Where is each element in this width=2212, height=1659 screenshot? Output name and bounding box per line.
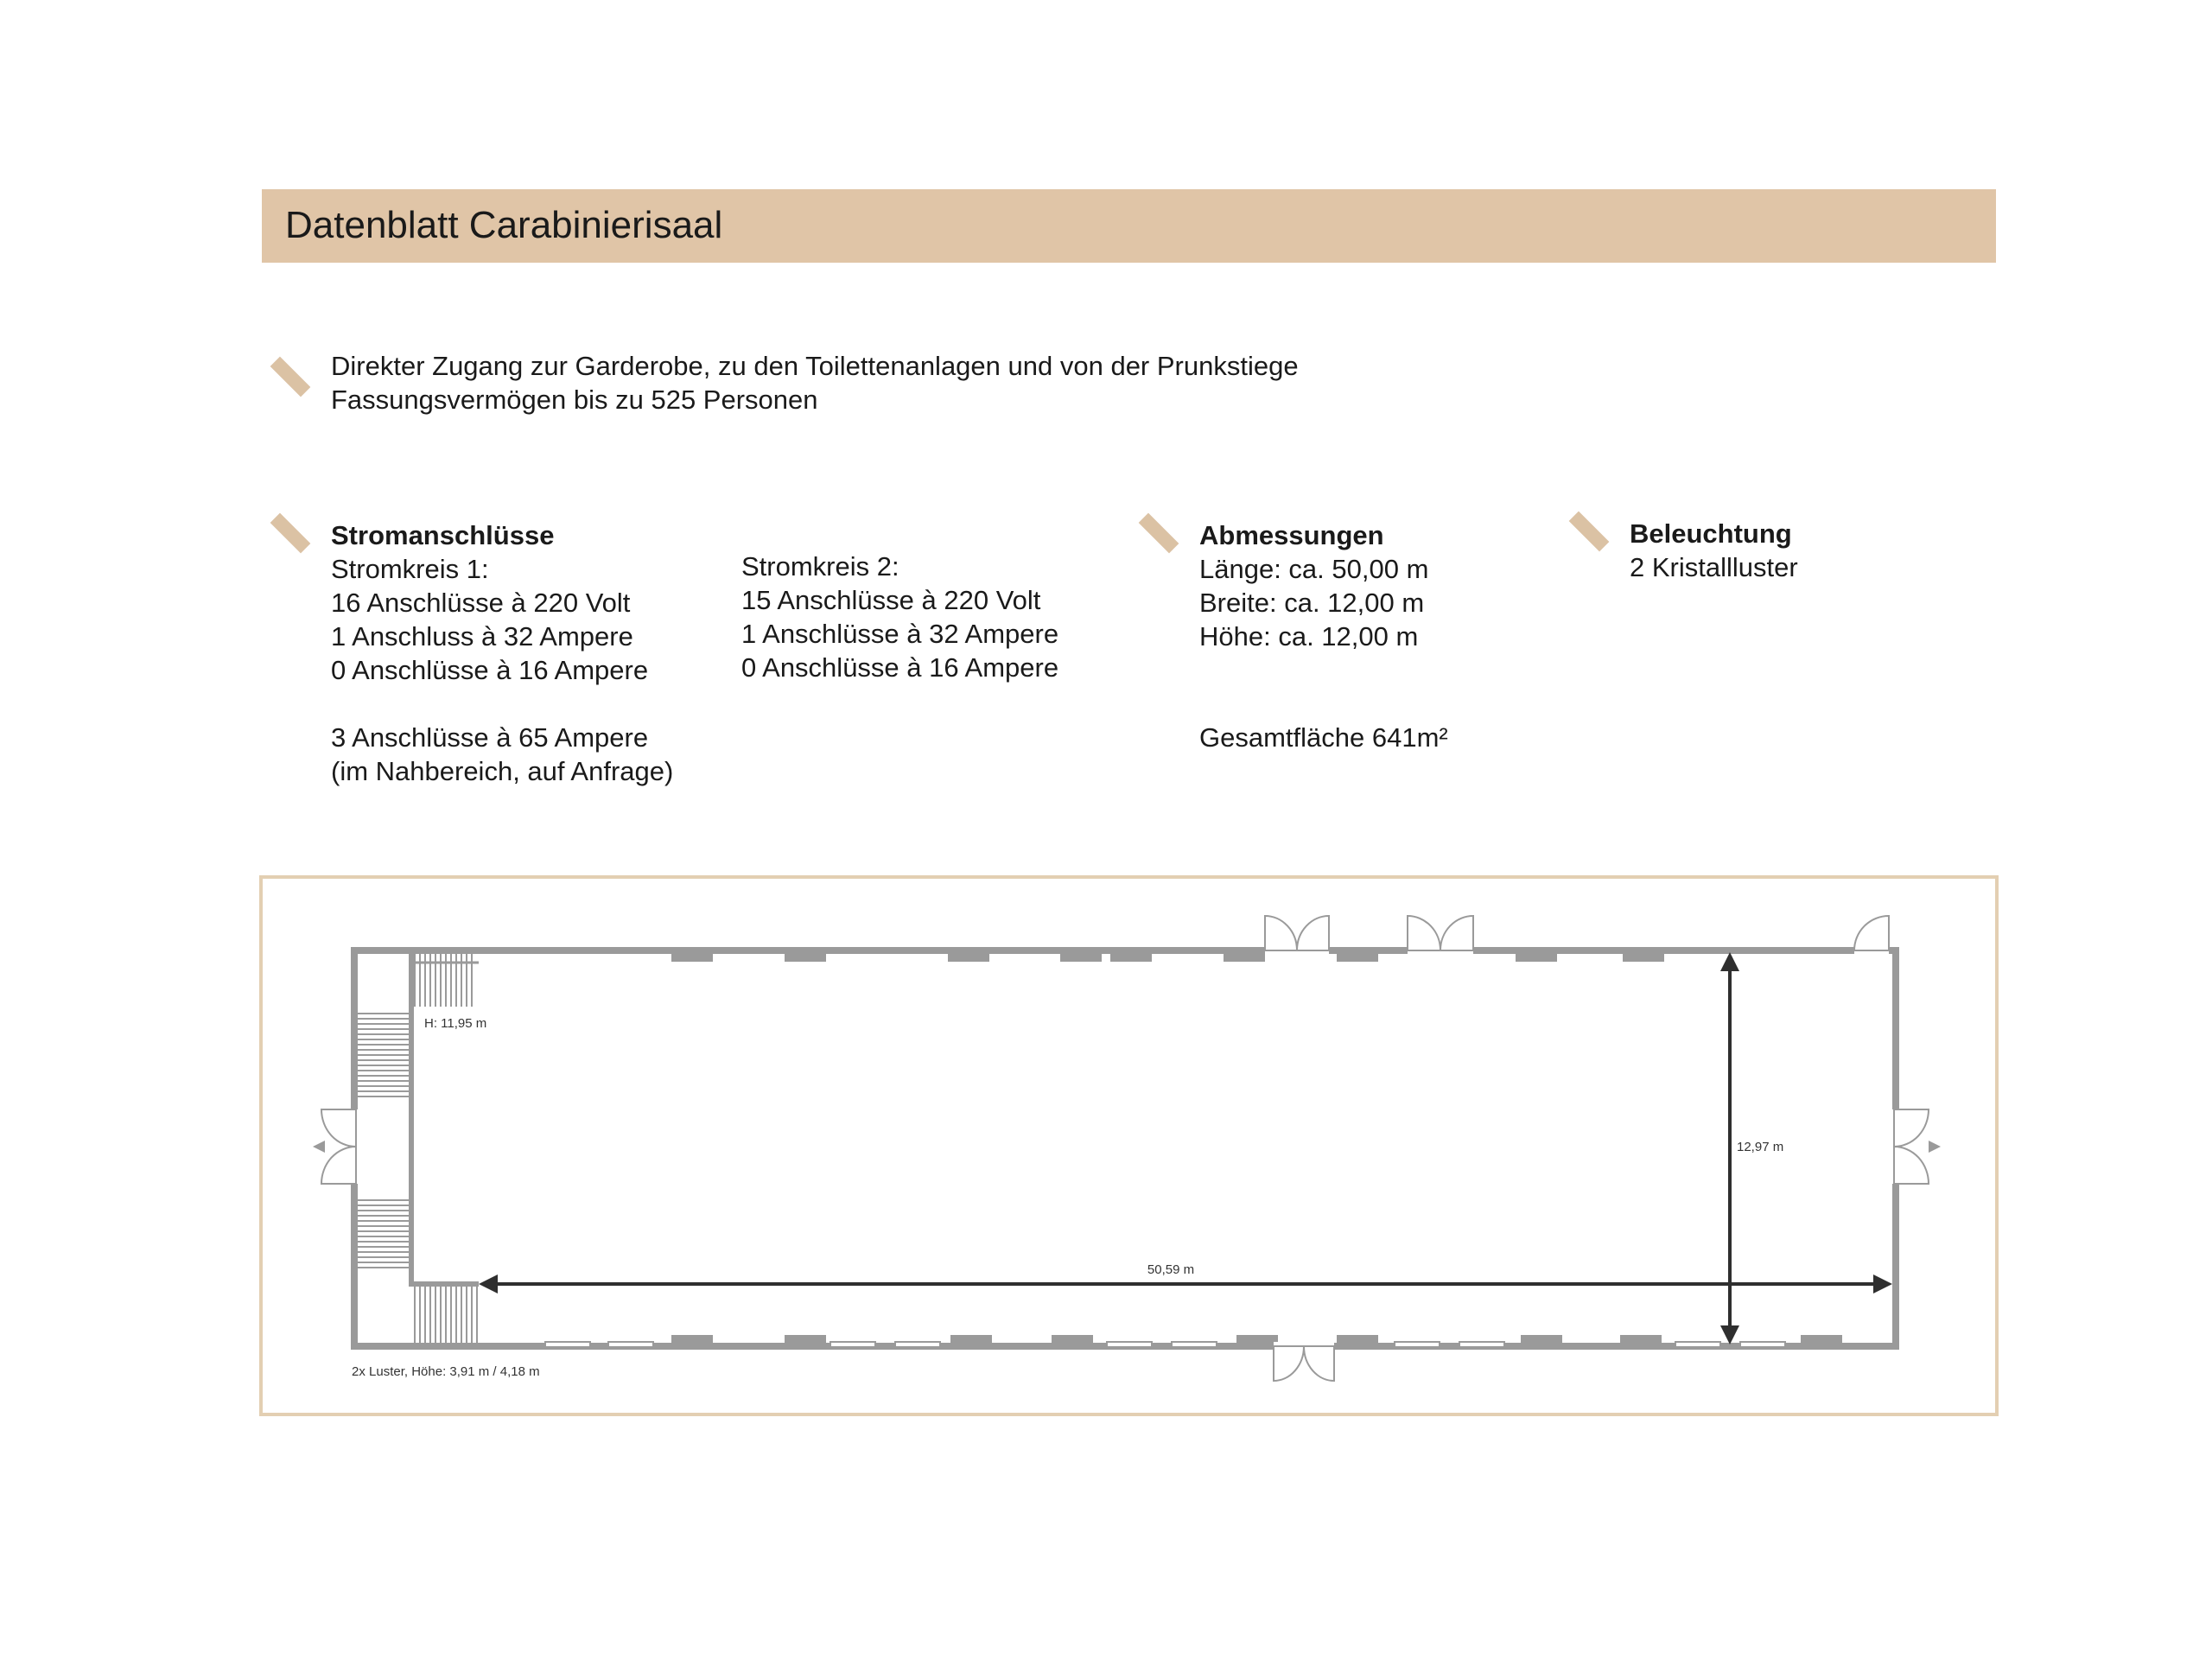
power-heading: Stromanschlüsse	[331, 520, 555, 550]
floorplan-drawing	[263, 879, 1995, 1413]
circuit2-label: Stromkreis 2:	[741, 551, 899, 582]
bullet-marker-icon	[1139, 513, 1179, 554]
dimension-line: Breite: ca. 12,00 m	[1199, 588, 1425, 618]
dimension-line: Höhe: ca. 12,00 m	[1199, 621, 1419, 652]
circuit2-line: 15 Anschlüsse à 220 Volt	[741, 585, 1041, 615]
lighting-line: 2 Kristallluster	[1630, 552, 1798, 582]
door-top-2	[1408, 916, 1473, 957]
page-title: Datenblatt Carabinierisaal	[285, 204, 723, 246]
bullet-marker-icon	[1569, 512, 1610, 552]
extra-line: 3 Anschlüsse à 65 Ampere	[331, 722, 649, 753]
luster-label: 2x Luster, Höhe: 3,91 m / 4,18 m	[352, 1364, 540, 1379]
stairs-left-upper	[358, 1014, 410, 1096]
width-label: 12,97 m	[1737, 1140, 1784, 1154]
door-left	[313, 1109, 361, 1184]
intro-line: Fassungsvermögen bis zu 525 Personen	[331, 385, 818, 415]
door-top-3	[1854, 916, 1889, 957]
spacer	[1199, 687, 1448, 721]
circuit1-line: 16 Anschlüsse à 220 Volt	[331, 588, 631, 618]
door-top-1	[1265, 916, 1329, 957]
length-dimension-arrow	[479, 1274, 1892, 1294]
door-right	[1889, 1109, 1941, 1184]
power-block	[331, 518, 673, 788]
lighting-block	[1630, 517, 1798, 584]
circuit2-block	[741, 550, 1058, 684]
circuit2-line: 0 Anschlüsse à 16 Ampere	[741, 652, 1059, 683]
spacer	[331, 687, 673, 721]
circuit1-label: Stromkreis 1:	[331, 554, 489, 584]
circuit1-line: 1 Anschluss à 32 Ampere	[331, 621, 633, 652]
total-area: Gesamtfläche 641m²	[1199, 722, 1448, 753]
circuit2-line: 1 Anschlüsse à 32 Ampere	[741, 619, 1059, 649]
door-bottom	[1274, 1342, 1334, 1381]
length-label: 50,59 m	[1147, 1262, 1195, 1277]
extra-line: (im Nahbereich, auf Anfrage)	[331, 756, 674, 786]
stairs-left-lower	[358, 1200, 410, 1268]
stairs-bottom	[415, 1287, 477, 1343]
bullet-marker-icon	[270, 357, 311, 397]
title-bar	[262, 189, 1996, 263]
bullet-marker-icon	[270, 513, 311, 554]
circuit1-line: 0 Anschlüsse à 16 Ampere	[331, 655, 649, 685]
floorplan-frame	[259, 875, 1999, 1416]
dimension-line: Länge: ca. 50,00 m	[1199, 554, 1429, 584]
gallery-height-label: H: 11,95 m	[424, 1016, 487, 1031]
dimensions-heading: Abmessungen	[1199, 520, 1384, 550]
outer-wall	[354, 950, 1896, 1346]
spacer	[1199, 653, 1448, 687]
dimensions-block	[1199, 518, 1448, 754]
intro-block	[331, 349, 1299, 416]
intro-line: Direkter Zugang zur Garderobe, zu den Toilettenanlagen und von der Prunkstiege	[331, 351, 1299, 381]
lighting-heading: Beleuchtung	[1630, 518, 1792, 549]
